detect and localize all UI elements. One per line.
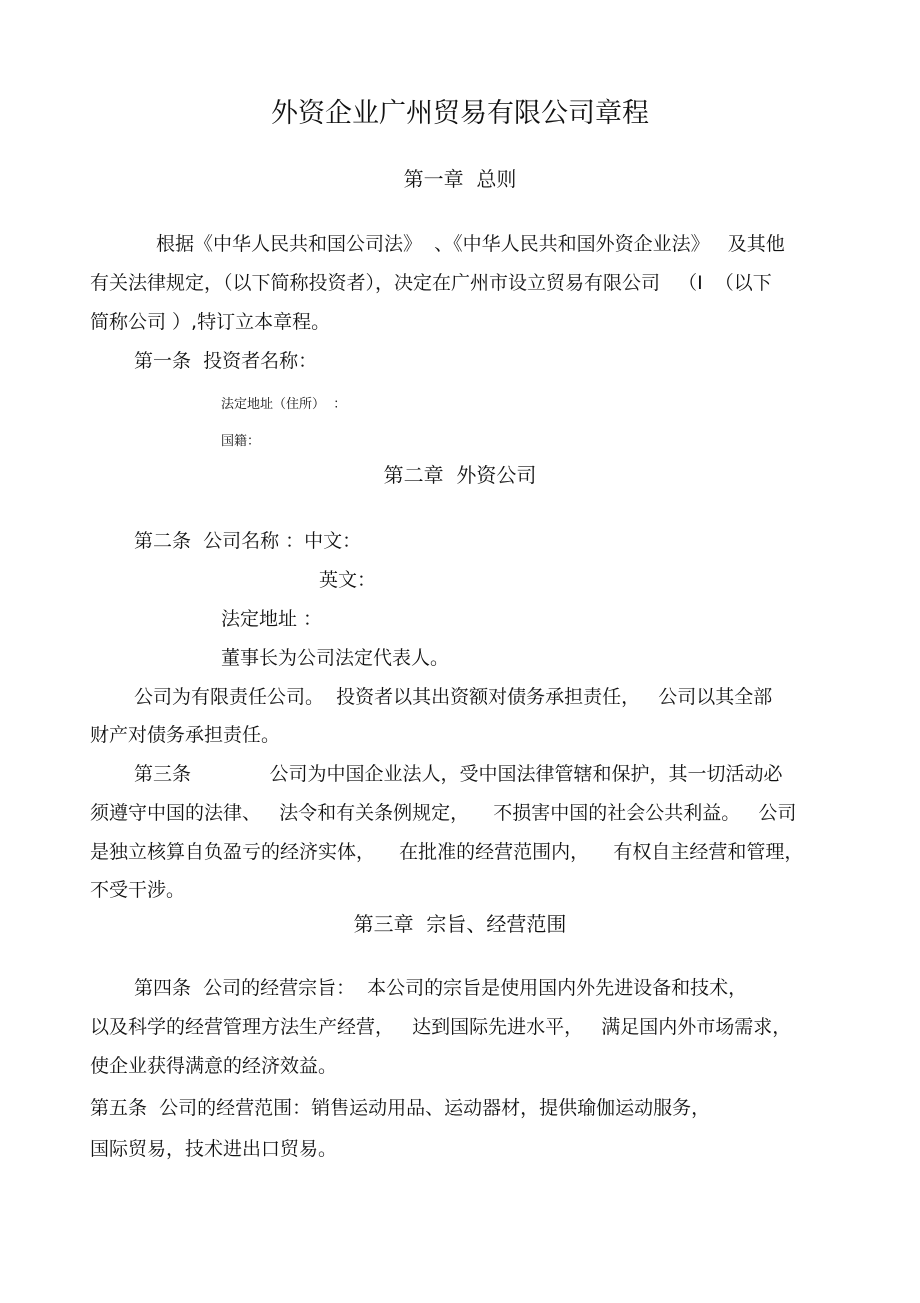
liability-line-2: 财产对债务承担责任。 bbox=[90, 724, 281, 746]
investor-address-label: 法定地址（住所） ： bbox=[221, 397, 347, 412]
article-3-line-4: 不受干涉。 bbox=[90, 879, 186, 901]
article-4-line-2: 以及科学的经营管理方法生产经营， 达到国际先进水平， 满足国内外市场需求， bbox=[90, 1016, 792, 1038]
intro-line-3: 简称公司 ）,特订立本章程。 bbox=[90, 311, 331, 333]
chapter-2-heading: 第二章 外资公司 bbox=[383, 463, 537, 487]
article-4-line-1: 第四条 公司的经营宗旨： 本公司的宗旨是使用国内外先进设备和技术， bbox=[134, 977, 748, 999]
article-3-line-2: 须遵守中国的法律、 法令和有关条例规定， 不损害中国的社会公共利益。 公司 bbox=[90, 802, 797, 824]
investor-nationality-label: 国籍： bbox=[221, 434, 261, 449]
article-1: 第一条 投资者名称： bbox=[134, 350, 318, 372]
article-5-line-2: 国际贸易，技术进出口贸易。 bbox=[90, 1138, 338, 1160]
article-3-line-1: 第三条 公司为中国企业法人，受中国法律管辖和保护，其一切活动必 bbox=[134, 763, 783, 785]
chapter-1-heading: 第一章 总则 bbox=[403, 167, 517, 191]
intro-line-2: 有关法律规定，（以下简称投资者），决定在广州市设立贸易有限公司 （I （以下 bbox=[90, 272, 772, 294]
chairman-statement: 董事长为公司法定代表人。 bbox=[221, 647, 450, 669]
liability-line-1: 公司为有限责任公司。 投资者以其出资额对债务承担责任， 公司以其全部 bbox=[134, 686, 773, 708]
document-title: 外资企业广州贸易有限公司章程 bbox=[271, 98, 649, 129]
article-5-line-1: 第五条 公司的经营范围：销售运动用品、运动器材，提供瑜伽运动服务， bbox=[90, 1097, 711, 1119]
article-4-line-3: 使企业获得满意的经济效益。 bbox=[90, 1055, 338, 1077]
article-2: 第二条 公司名称 ：中文： bbox=[134, 530, 362, 552]
intro-line-1: 根据《中华人民共和国公司法》 、《中华人民共和国外资企业法》 及其他 bbox=[156, 233, 785, 255]
article-3-line-3: 是独立核算自负盈亏的经济实体， 在批准的经营范围内， 有权自主经营和管理， bbox=[90, 841, 804, 863]
company-address-label: 法定地址 ： bbox=[221, 608, 323, 630]
english-name-label: 英文： bbox=[319, 569, 377, 591]
chapter-3-heading: 第三章 宗旨、经营范围 bbox=[353, 912, 567, 936]
